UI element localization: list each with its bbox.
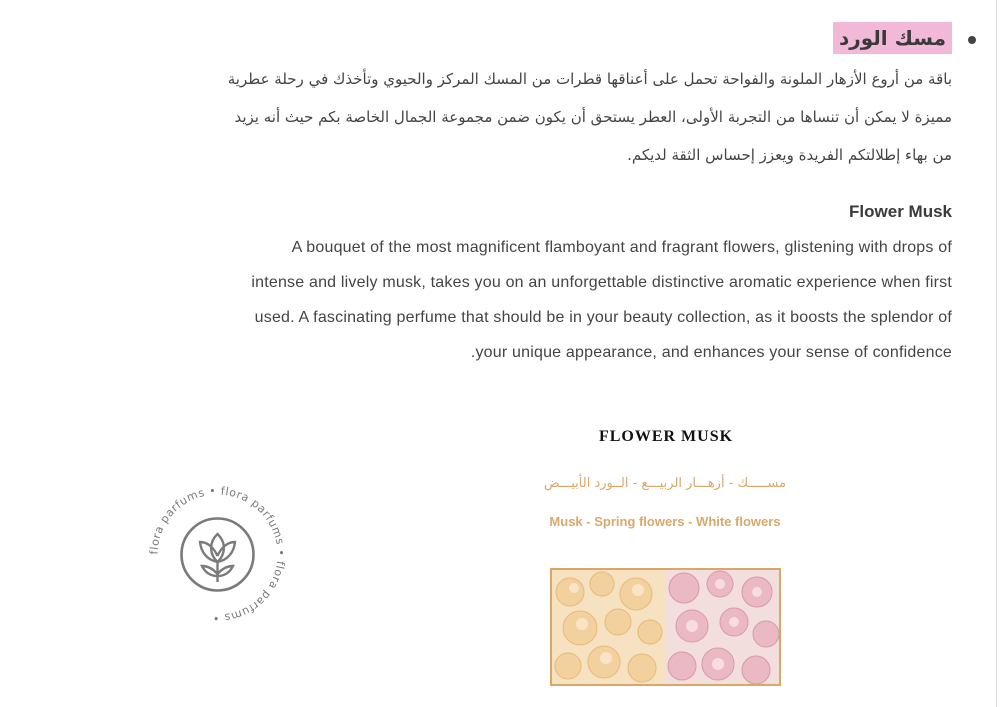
english-line: intense and lively musk, takes you on an unforgettable distinctive aromatic experience when first [251,274,952,291]
page-edge-divider [996,0,997,707]
arabic-line: من بهاء إطلالتكم الفريدة ويعزز إحساس الثقة لديكم. [627,146,952,164]
flora-parfums-logo [145,482,290,627]
arabic-line: مميزة لا يمكن أن تنساها من التجربة الأولى، العطر يستحق أن يكون ضمن مجموعة الجمال الخاصة بكم حيث أنه يزيد [234,108,952,126]
product-name: FLOWER MUSK [598,428,734,445]
notes-arabic: مســـــك - أزهـــار الربيـــع - الــورد الأبيـــض [543,476,787,491]
english-description [92,230,952,370]
english-line: .your unique appearance, and enhances your sense of confidence [470,344,952,361]
product-ingredients-image [550,568,781,686]
tulip-icon [182,519,254,591]
english-line: used. A fascinating perfume that should be in your beauty collection, as it boosts the splendor of [254,309,952,326]
arabic-line: باقة من أروع الأزهار الملونة والفواحة تحمل على أعناقها قطرات من المسك المركز والحيوي وتأخذك في رحلة عطرية [227,70,952,88]
english-title: Flower Musk [849,202,952,221]
notes-english: Musk - Spring flowers - White flowers [549,514,781,529]
logo-ring-text: flora parfums • flora parfums • flora parfums • [147,484,288,625]
arabic-description [72,60,952,174]
bullet-icon [968,36,976,44]
english-line: A bouquet of the most magnificent flamboyant and fragrant flowers, glistening with drops of [291,239,952,256]
arabic-title: مسك الورد [833,22,952,54]
